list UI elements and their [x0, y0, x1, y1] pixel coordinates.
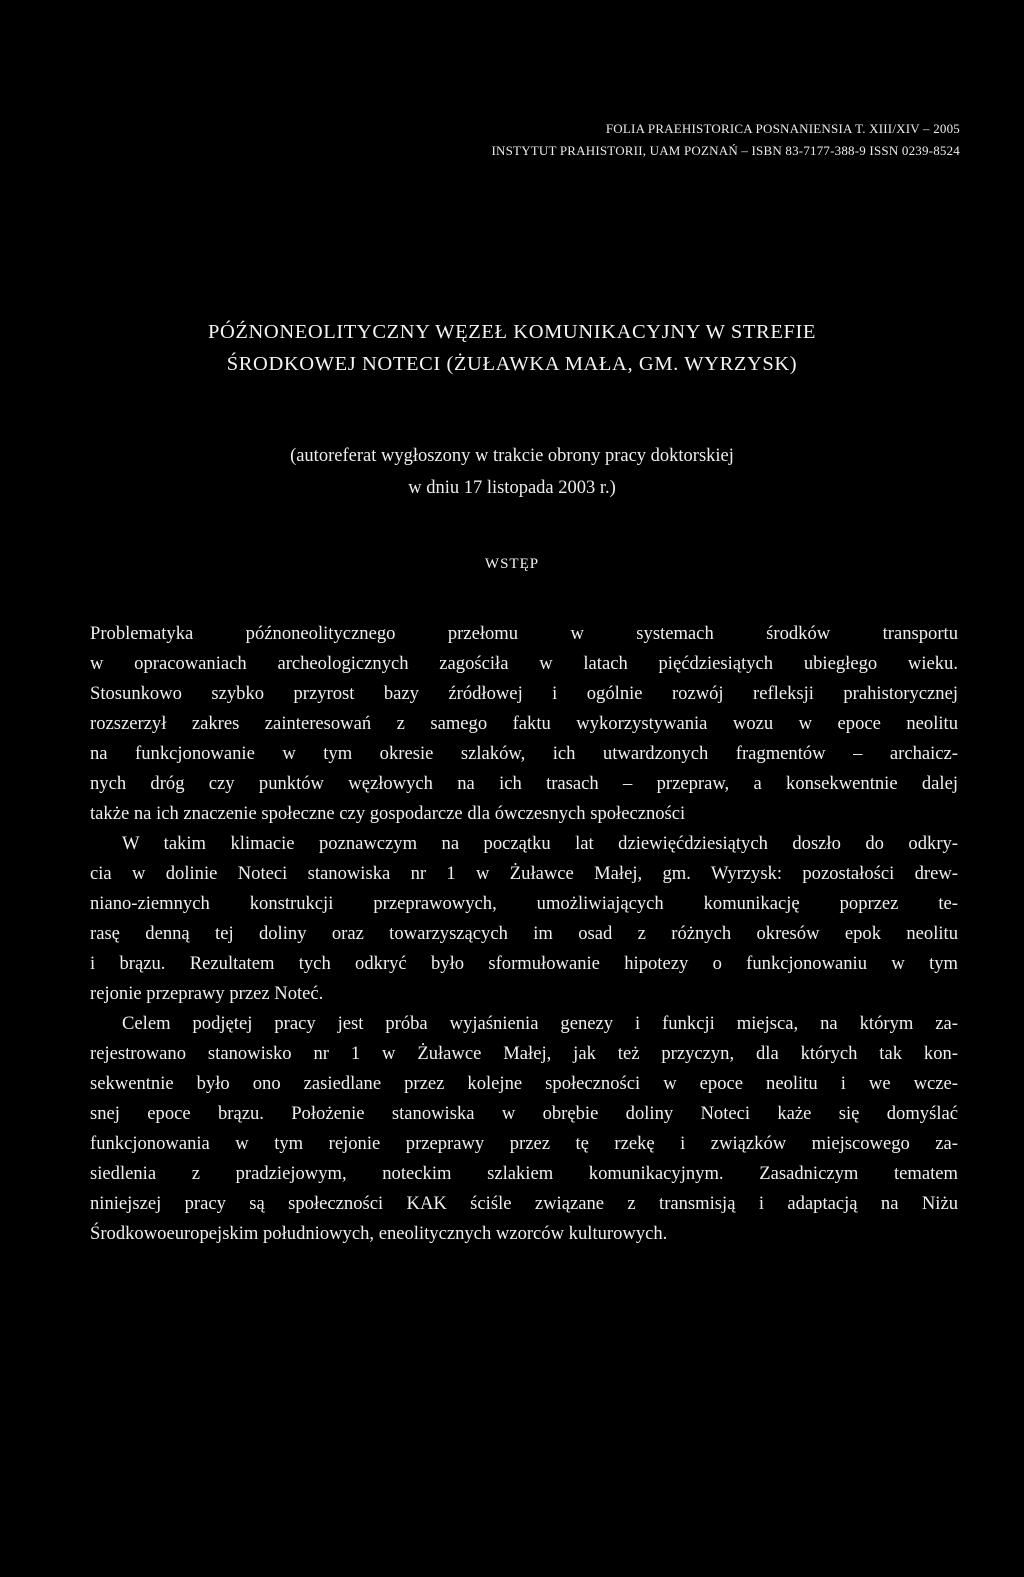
paragraph-1	[90, 619, 958, 829]
paragraph-3	[90, 1009, 958, 1249]
paragraph-line: na funkcjonowanie w tym okresie szlaków, ich utwardzonych fragmentów – archaicz-	[90, 743, 958, 764]
article-title-line-2: ŚRODKOWEJ NOTECI (ŻUŁAWKA MAŁA, GM. WYRZYSK)	[226, 353, 798, 375]
article-subtitle-line-1: (autoreferat wygłoszony w trakcie obrony pracy doktorskiej	[290, 446, 734, 466]
paragraph-line: siedlenia z pradziejowym, noteckim szlakiem komunikacyjnym. Zasadniczym tematem	[90, 1163, 958, 1184]
paragraph-line: Problematyka późnoneolitycznego przełomu w systemach środków transportu	[90, 623, 958, 644]
paragraph-line: rozszerzył zakres zainteresowań z samego faktu wykorzystywania wozu w epoce neolitu	[90, 713, 958, 734]
paragraph-line: Celem podjętej pracy jest próba wyjaśnienia genezy i funkcji miejsca, na którym za-	[122, 1013, 958, 1034]
paragraph-line: sekwentnie było ono zasiedlane przez kolejne społeczności w epoce neolitu i we wcze-	[90, 1073, 958, 1094]
paragraph-line: cia w dolinie Noteci stanowiska nr 1 w Żuławce Małej, gm. Wyrzysk: pozostałości drew-	[90, 863, 958, 884]
paragraph-line: rejestrowano stanowisko nr 1 w Żuławce Małej, jak też przyczyn, dla których tak kon-	[90, 1043, 958, 1064]
article-subtitle	[0, 440, 1024, 504]
body-text	[90, 619, 958, 1249]
paragraph-line: niano-ziemnych konstrukcji przeprawowych, umożliwiających komunikację poprzez te-	[90, 893, 958, 914]
paragraph-line: rasę denną tej doliny oraz towarzyszących im osad z różnych okresów epok neolitu	[90, 923, 958, 944]
paragraph-line: Stosunkowo szybko przyrost bazy źródłowej i ogólnie rozwój refleksji prahistorycznej	[90, 683, 958, 704]
paragraph-line: Środkowoeuropejskim południowych, eneolitycznych wzorców kulturowych.	[90, 1223, 668, 1244]
journal-header-line-1: FOLIA PRAEHISTORICA POSNANIENSIA T. XIII/XIV – 2005	[605, 121, 960, 136]
journal-header	[492, 118, 961, 162]
paragraph-line: funkcjonowania w tym rejonie przeprawy przez tę rzekę i związków miejscowego za-	[90, 1133, 958, 1154]
paragraph-line: i brązu. Rezultatem tych odkryć było sformułowanie hipotezy o funkcjonowaniu w tym	[90, 953, 958, 974]
paragraph-2	[90, 829, 958, 1009]
paragraph-line: niniejszej pracy są społeczności KAK ściśle związane z transmisją i adaptacją na Niżu	[90, 1193, 958, 1214]
paragraph-line: nych dróg czy punktów węzłowych na ich trasach – przepraw, a konsekwentnie dalej	[90, 773, 958, 794]
article-title-line-1: PÓŹNONEOLITYCZNY WĘZEŁ KOMUNIKACYJNY W STREFIE	[207, 321, 817, 343]
paragraph-line: snej epoce brązu. Położenie stanowiska w obrębie doliny Noteci każe się domyślać	[90, 1103, 958, 1124]
paragraph-line: W takim klimacie poznawczym na początku lat dziewięćdziesiątych doszło do odkry-	[122, 833, 958, 854]
paragraph-line: także na ich znaczenie społeczne czy gospodarcze dla ówczesnych społeczności	[90, 803, 686, 824]
section-heading: WSTĘP	[484, 556, 540, 572]
paragraph-line: w opracowaniach archeologicznych zagościła w latach pięćdziesiątych ubiegłego wieku.	[90, 653, 958, 674]
article-subtitle-line-2: w dniu 17 listopada 2003 r.)	[408, 478, 616, 498]
article-title	[0, 316, 1024, 380]
journal-header-line-2: INSTYTUT PRAHISTORII, UAM POZNAŃ – ISBN 83-7177-388-9 ISSN 0239-8524	[491, 143, 960, 158]
paragraph-line: rejonie przeprawy przez Noteć.	[90, 983, 324, 1004]
